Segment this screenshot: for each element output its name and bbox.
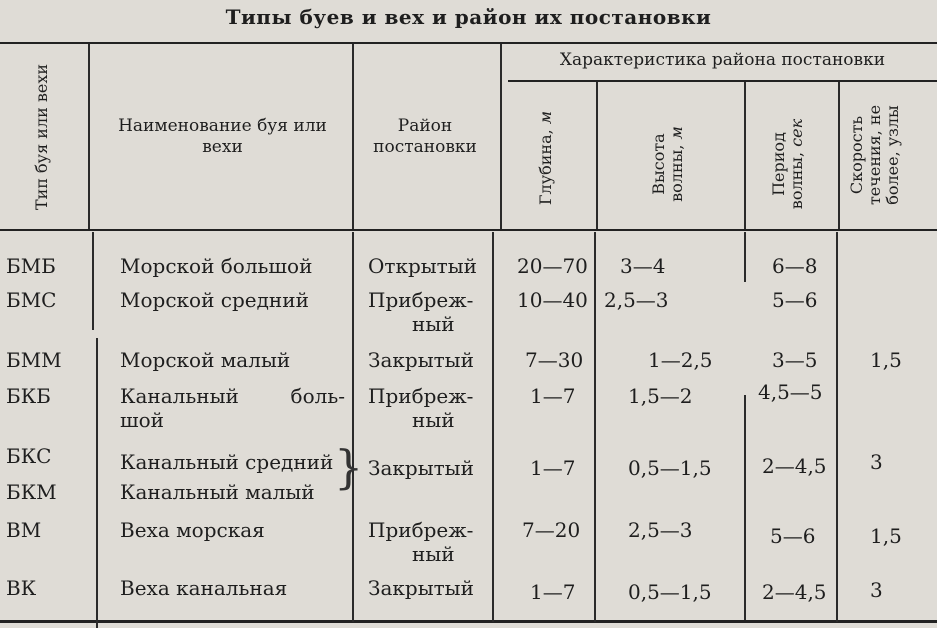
row-bmb-wave-height: 3—4 — [620, 254, 666, 278]
row-bmb-depth: 20—70 — [517, 254, 588, 278]
row-vk-current: 3 — [870, 578, 883, 602]
row-bks-area: Закрытый — [368, 456, 474, 480]
row-bks-period: 2—4,5 — [762, 454, 827, 478]
row-bmb-name: Морской большой — [120, 254, 313, 278]
header-divider-6 — [838, 82, 840, 229]
table-top-rule — [0, 42, 937, 44]
row-vk-area: Закрытый — [368, 576, 474, 600]
row-group-brace: } — [334, 440, 364, 494]
header-wave-height — [650, 104, 690, 224]
row-bmm-name: Морской малый — [120, 348, 291, 372]
table-title: Типы буев и вех и район их постановки — [225, 5, 712, 29]
row-vk-type: ВК — [6, 576, 37, 600]
header-divider-5 — [744, 82, 746, 229]
header-group: Характеристика района постановки — [559, 50, 886, 70]
row-bms-type: БМС — [6, 288, 57, 312]
row-bks-depth: 1—7 — [530, 456, 576, 480]
row-vm-type: ВМ — [6, 518, 42, 542]
row-bkm-type: БКМ — [6, 480, 57, 504]
body-divider-2 — [352, 232, 354, 622]
header-wave-height-unit: м — [667, 126, 686, 140]
row-bms-period: 5—6 — [772, 288, 818, 312]
row-bmb-area: Открытый — [368, 254, 477, 278]
header-current: Скорость течения, не более, узлы — [847, 104, 902, 206]
row-bmm-period: 3—5 — [772, 348, 818, 372]
header-divider-2 — [352, 44, 354, 229]
row-vk-period: 2—4,5 — [762, 580, 827, 604]
body-divider-5a — [744, 232, 746, 282]
row-bkb-depth: 1—7 — [530, 384, 576, 408]
row-bkb-name-line1: Канальный боль- — [120, 384, 345, 408]
group-header-rule — [508, 80, 937, 82]
row-bms-area-line1: Прибреж- — [368, 288, 474, 312]
row-bkm-name: Канальный малый — [120, 480, 315, 504]
body-divider-1b — [96, 338, 98, 628]
header-depth — [537, 98, 557, 218]
header-divider-1 — [88, 44, 90, 229]
header-divider-3 — [500, 44, 502, 229]
row-bks-name: Канальный средний — [120, 450, 334, 474]
row-bms-area-line2: ный — [412, 312, 455, 336]
row-bms-depth: 10—40 — [517, 288, 588, 312]
header-wave-period — [770, 104, 810, 224]
row-vm-name: Веха морская — [120, 518, 265, 542]
row-bmm-current: 1,5 — [870, 348, 902, 372]
row-bkb-area-line2: ный — [412, 408, 455, 432]
row-vm-period: 5—6 — [770, 524, 816, 548]
header-wave-height-label: Высота волны, — [649, 133, 686, 202]
row-bkb-name-line2: шой — [120, 408, 164, 432]
header-bottom-rule — [0, 229, 937, 231]
header-divider-4 — [596, 82, 598, 229]
header-area: Район постановки — [373, 116, 477, 157]
row-bmm-wave-height: 1—2,5 — [648, 348, 713, 372]
row-bks-type: БКС — [6, 444, 52, 468]
row-bmm-depth: 7—30 — [525, 348, 584, 372]
header-type: Тип буя или вехи — [32, 63, 51, 211]
row-vk-name: Веха канальная — [120, 576, 288, 600]
row-vm-wave-height: 2,5—3 — [628, 518, 693, 542]
header-depth-unit: м — [536, 110, 555, 125]
row-bmm-area: Закрытый — [368, 348, 474, 372]
row-vm-current: 1,5 — [870, 524, 902, 548]
row-bmm-type: БММ — [6, 348, 62, 372]
header-wave-period-label: Период волны, — [769, 132, 806, 210]
header-depth-label: Глубина, — [536, 129, 555, 206]
body-divider-4 — [594, 232, 596, 622]
row-bmb-period: 6—8 — [772, 254, 818, 278]
header-wave-period-unit: сек — [787, 118, 806, 147]
row-bms-wave-height: 2,5—3 — [604, 288, 669, 312]
row-bms-name: Морской средний — [120, 288, 309, 312]
row-vm-area-line2: ный — [412, 542, 455, 566]
body-divider-1a — [92, 232, 94, 330]
body-divider-5b — [744, 395, 746, 620]
table-bottom-rule — [0, 620, 937, 623]
row-vm-area-line1: Прибреж- — [368, 518, 474, 542]
body-divider-3 — [492, 232, 494, 622]
row-vk-depth: 1—7 — [530, 580, 576, 604]
row-bkb-area-line1: Прибреж- — [368, 384, 474, 408]
row-bkb-wave-height: 1,5—2 — [628, 384, 693, 408]
row-vm-depth: 7—20 — [522, 518, 581, 542]
header-name: Наименование буя или вехи — [118, 116, 327, 157]
row-bks-current: 3 — [870, 450, 883, 474]
row-bkb-period: 4,5—5 — [758, 380, 823, 404]
row-vk-wave-height: 0,5—1,5 — [628, 580, 712, 604]
row-bmb-type: БМБ — [6, 254, 56, 278]
row-bkb-type: БКБ — [6, 384, 51, 408]
body-divider-6 — [836, 232, 838, 622]
row-bks-wave-height: 0,5—1,5 — [628, 456, 712, 480]
